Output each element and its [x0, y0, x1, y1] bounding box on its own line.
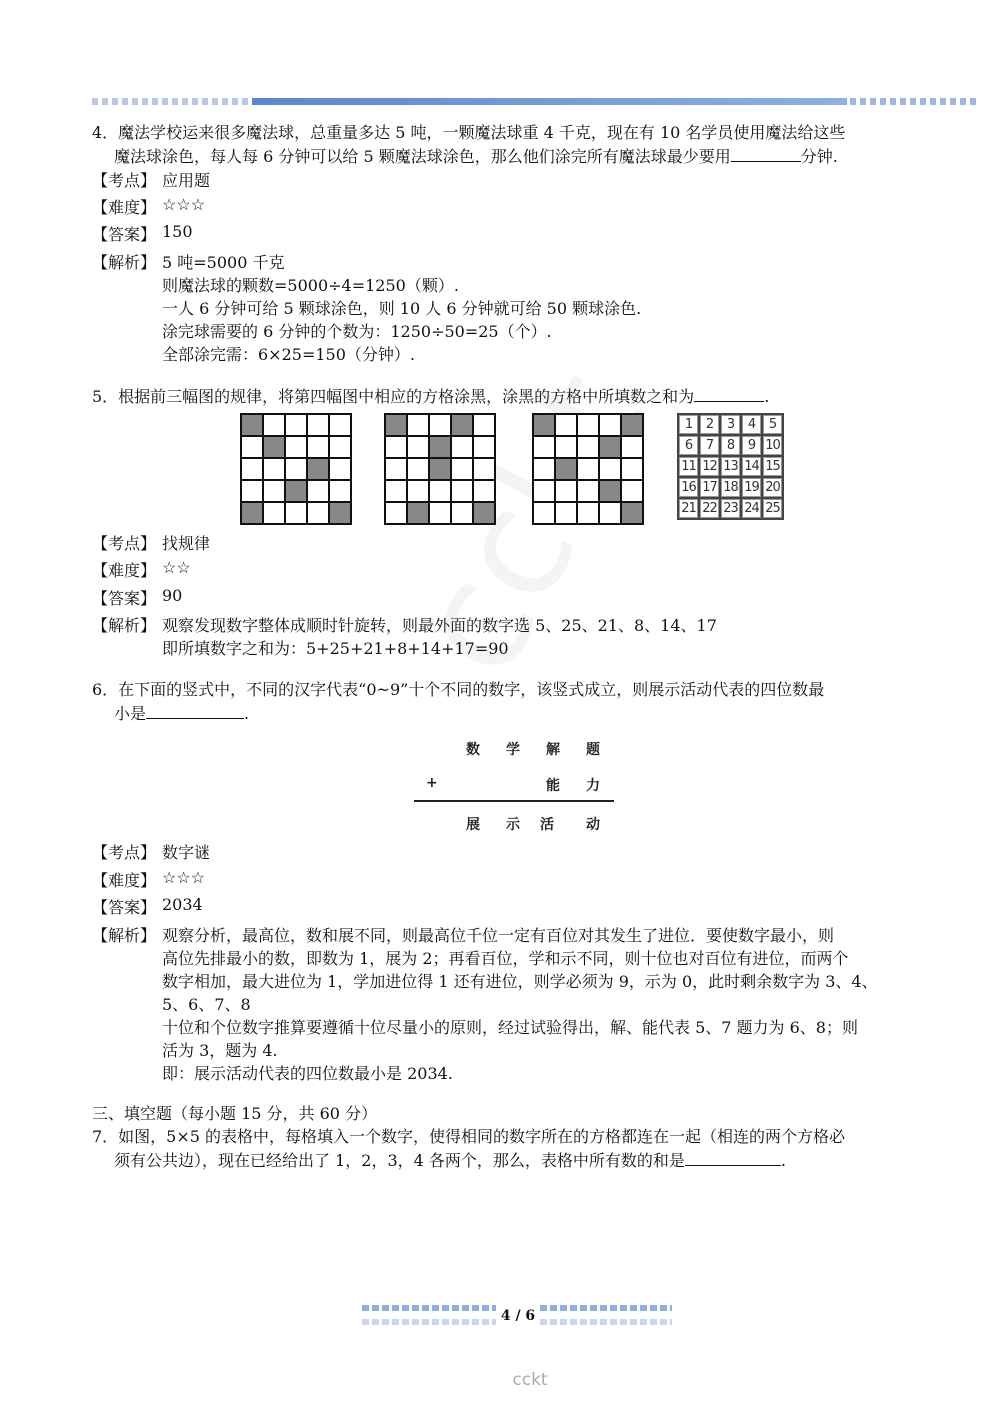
- q5-nandu-tag: 【难度】: [92, 561, 157, 580]
- shaded-cell: [430, 459, 450, 479]
- grid-cell: [330, 415, 350, 435]
- q7-line1: 7．如图，5×5 的表格中，每格填入一个数字，使得相同的数字所在的方格都连在一起（相连的两个方格必: [92, 1127, 846, 1146]
- grid-cell: [408, 481, 428, 501]
- grid-cell: [308, 481, 328, 501]
- puzzle-sum-line: [414, 800, 614, 802]
- number-cell: 15: [763, 457, 782, 476]
- shaded-cell: [242, 415, 262, 435]
- number-cell: 13: [721, 457, 740, 476]
- q6-nandu: ☆☆☆: [162, 868, 206, 887]
- grid-cell: [578, 459, 598, 479]
- number-cell: 6: [679, 436, 698, 455]
- number-cell: 25: [763, 499, 782, 518]
- q6-jiexi-line: 观察分析，最高位，数和展不同，则最高位千位一定有百位对其发生了进位．要使数字最小，则: [162, 926, 835, 945]
- q4-nandu: ☆☆☆: [162, 195, 206, 214]
- grid-cell: [264, 481, 284, 501]
- q6-kaodian: 数字谜: [162, 843, 211, 862]
- footer-dots-right-2: [540, 1319, 672, 1325]
- grid-cell: [578, 415, 598, 435]
- grid-cell: [264, 503, 284, 523]
- grid-cell: [330, 481, 350, 501]
- shaded-cell: [452, 415, 472, 435]
- grid-cell: [308, 415, 328, 435]
- shaded-cell: [330, 503, 350, 523]
- shaded-cell: [408, 503, 428, 523]
- grid-cell: [622, 437, 642, 457]
- number-cell: 8: [721, 436, 740, 455]
- q5-kaodian-tag: 【考点】: [92, 534, 157, 553]
- grid-cell: [556, 437, 576, 457]
- grid-cell: [286, 459, 306, 479]
- shaded-cell: [534, 415, 554, 435]
- shaded-cell: [386, 415, 406, 435]
- footer-dots-left-2: [362, 1319, 496, 1325]
- q4-answer-blank: [731, 145, 801, 162]
- puzzle-char: 能: [546, 778, 560, 794]
- q4-kaodian-tag: 【考点】: [92, 171, 157, 190]
- q4-jiexi-line: 全部涂完需：6×25=150（分钟）.: [162, 345, 415, 364]
- grid-cell: [556, 503, 576, 523]
- grid-cell: [408, 459, 428, 479]
- number-cell: 1: [679, 415, 698, 434]
- grid-cell: [386, 459, 406, 479]
- q5-daan-tag: 【答案】: [92, 589, 157, 608]
- grid-cell: [622, 459, 642, 479]
- puzzle-char: 示: [506, 817, 520, 833]
- grid-cell: [286, 415, 306, 435]
- shaded-cell: [264, 437, 284, 457]
- header-bar: [252, 98, 847, 105]
- q6-answer-blank: [146, 702, 244, 719]
- number-cell: 23: [721, 499, 740, 518]
- q4-jiexi-line: 则魔法球的颗数=5000÷4=1250（颗）.: [162, 276, 459, 295]
- number-cell: 16: [679, 478, 698, 497]
- grid-cell: [242, 459, 262, 479]
- puzzle-char: 题: [586, 742, 600, 758]
- grid-cell: [430, 415, 450, 435]
- puzzle-char: 活: [540, 817, 554, 833]
- number-cell: 4: [742, 415, 761, 434]
- q4-jiexi-line: 涂完球需要的 6 分钟的个数为：1250÷50=25（个）.: [162, 322, 552, 341]
- q6-jiexi-line: 即：展示活动代表的四位数最小是 2034.: [162, 1064, 453, 1083]
- grid-cell: [264, 459, 284, 479]
- shaded-cell: [242, 503, 262, 523]
- q6-jiexi-line: 高位先排最小的数，即数为 1，展为 2；再看百位，学和示不同，则十位也对百位有进位，而两个: [162, 949, 849, 968]
- grid-cell: [474, 437, 494, 457]
- grid-cell: [534, 437, 554, 457]
- q6-daan: 2034: [162, 895, 203, 914]
- grid-cell: [474, 481, 494, 501]
- grid-cell: [386, 503, 406, 523]
- q5-daan: 90: [162, 586, 183, 605]
- number-cell: 18: [721, 478, 740, 497]
- q5-jiexi-tag: 【解析】: [92, 616, 157, 635]
- grid-cell: [408, 437, 428, 457]
- grid-cell: [386, 437, 406, 457]
- q5-answer-blank: [694, 385, 764, 402]
- puzzle-char: 展: [466, 817, 480, 833]
- puzzle-char: 力: [586, 778, 600, 794]
- grid-cell: [600, 459, 620, 479]
- grid-cell: [330, 437, 350, 457]
- grid-cell: [408, 415, 428, 435]
- number-grid: [677, 413, 784, 520]
- number-cell: 7: [700, 436, 719, 455]
- q4-daan-tag: 【答案】: [92, 225, 157, 244]
- grid-cell: [578, 437, 598, 457]
- grid-cell: [330, 459, 350, 479]
- grid-cell: [308, 503, 328, 523]
- q4-nandu-tag: 【难度】: [92, 198, 157, 217]
- number-cell: 24: [742, 499, 761, 518]
- number-cell: 11: [679, 457, 698, 476]
- footer-dots-left: [362, 1305, 496, 1311]
- q6-kaodian-tag: 【考点】: [92, 843, 157, 862]
- grid-cell: [452, 437, 472, 457]
- q6-jiexi-line: 数字相加，最大进位为 1，学加进位得 1 还有进位，则学必须为 9，示为 0，此时剩余数字为 3、4、: [162, 972, 878, 991]
- pattern-grid-2: [384, 413, 496, 525]
- q4-jiexi-line: 5 吨=5000 千克: [162, 253, 285, 272]
- grid-cell: [622, 481, 642, 501]
- grid-cell: [452, 503, 472, 523]
- q6-line1: 6．在下面的竖式中，不同的汉字代表“0~9”十个不同的数字，该竖式成立，则展示活动代表的四位数最: [92, 680, 825, 699]
- puzzle-char: 学: [506, 742, 520, 758]
- number-cell: 3: [721, 415, 740, 434]
- grid-cell: [474, 415, 494, 435]
- q4-line2: 魔法球涂色，每人每 6 分钟可以给 5 颗魔法球涂色，那么他们涂完所有魔法球最少要用 分钟.: [114, 147, 838, 166]
- section-3-heading: 三、填空题（每小题 15 分，共 60 分）: [92, 1104, 378, 1123]
- q5-kaodian: 找规律: [162, 534, 211, 553]
- shaded-cell: [474, 503, 494, 523]
- q6-jiexi-line: 十位和个位数字推算要遵循十位尽量小的原则，经过试验得出，解、能代表 5、7 题力为 6、8；则: [162, 1018, 858, 1037]
- q6-jiexi-tag: 【解析】: [92, 926, 157, 945]
- q6-daan-tag: 【答案】: [92, 898, 157, 917]
- number-cell: 9: [742, 436, 761, 455]
- q4-line1: 4．魔法学校运来很多魔法球，总重量多达 5 吨，一颗魔法球重 4 千克，现在有 10 名学员使用魔法给这些: [92, 123, 846, 142]
- q4-daan: 150: [162, 222, 193, 241]
- grid-cell: [386, 481, 406, 501]
- puzzle-char: 动: [586, 817, 600, 833]
- footer-brand: cckt: [512, 1370, 548, 1390]
- number-cell: 21: [679, 499, 698, 518]
- shaded-cell: [600, 437, 620, 457]
- shaded-cell: [308, 459, 328, 479]
- grid-cell: [534, 503, 554, 523]
- grid-cell: [600, 503, 620, 523]
- grid-cell: [430, 503, 450, 523]
- q7-answer-blank: [685, 1149, 781, 1166]
- q4-jiexi-tag: 【解析】: [92, 253, 157, 272]
- pattern-grid-1: [240, 413, 352, 525]
- number-cell: 22: [700, 499, 719, 518]
- number-cell: 14: [742, 457, 761, 476]
- q5-nandu: ☆☆: [162, 558, 191, 577]
- shaded-cell: [600, 481, 620, 501]
- header-dots-right: [850, 98, 980, 105]
- number-cell: 10: [763, 436, 782, 455]
- page-number: 4 / 6: [500, 1308, 536, 1324]
- shaded-cell: [430, 437, 450, 457]
- grid-cell: [578, 503, 598, 523]
- grid-cell: [534, 481, 554, 501]
- grid-cell: [534, 459, 554, 479]
- q4-jiexi-line: 一人 6 分钟可给 5 颗球涂色，则 10 人 6 分钟就可给 50 颗球涂色.: [162, 299, 642, 318]
- grid-cell: [242, 437, 262, 457]
- grid-cell: [474, 459, 494, 479]
- shaded-cell: [622, 503, 642, 523]
- puzzle-char: 数: [466, 742, 480, 758]
- pattern-grid-3: [532, 413, 644, 525]
- number-cell: 19: [742, 478, 761, 497]
- q7-line2: 须有公共边），现在已经给出了 1，2，3，4 各两个，那么，表格中所有数的和是 .: [114, 1151, 786, 1170]
- grid-cell: [600, 415, 620, 435]
- grid-cell: [286, 503, 306, 523]
- grid-cell: [452, 481, 472, 501]
- q6-line2: 小是 .: [114, 704, 250, 723]
- shaded-cell: [556, 459, 576, 479]
- q6-jiexi-line: 活为 3，题为 4.: [162, 1041, 278, 1060]
- q5-jiexi-line: 即所填数字之和为：5+25+21+8+14+17=90: [162, 639, 509, 658]
- number-cell: 5: [763, 415, 782, 434]
- number-cell: 17: [700, 478, 719, 497]
- q5-line1: 5．根据前三幅图的规律，将第四幅图中相应的方格涂黑，涂黑的方格中所填数之和为 .: [92, 387, 770, 406]
- number-cell: 20: [763, 478, 782, 497]
- grid-cell: [556, 481, 576, 501]
- grid-cell: [452, 459, 472, 479]
- grid-cell: [308, 437, 328, 457]
- shaded-cell: [286, 481, 306, 501]
- grid-cell: [286, 437, 306, 457]
- header-dots-left: [92, 98, 252, 105]
- q6-nandu-tag: 【难度】: [92, 871, 157, 890]
- grid-cell: [556, 415, 576, 435]
- footer-dots-right: [540, 1305, 672, 1311]
- puzzle-plus: +: [426, 775, 438, 791]
- grid-cell: [430, 481, 450, 501]
- shaded-cell: [622, 415, 642, 435]
- puzzle-char: 解: [546, 742, 560, 758]
- grid-cell: [264, 415, 284, 435]
- grid-cell: [578, 481, 598, 501]
- grid-cell: [242, 481, 262, 501]
- q4-kaodian: 应用题: [162, 171, 211, 190]
- number-cell: 2: [700, 415, 719, 434]
- number-cell: 12: [700, 457, 719, 476]
- q5-jiexi-line: 观察发现数字整体成顺时针旋转，则最外面的数字选 5、25、21、8、14、17: [162, 616, 717, 635]
- q6-jiexi-line: 5、6、7、8: [162, 995, 251, 1014]
